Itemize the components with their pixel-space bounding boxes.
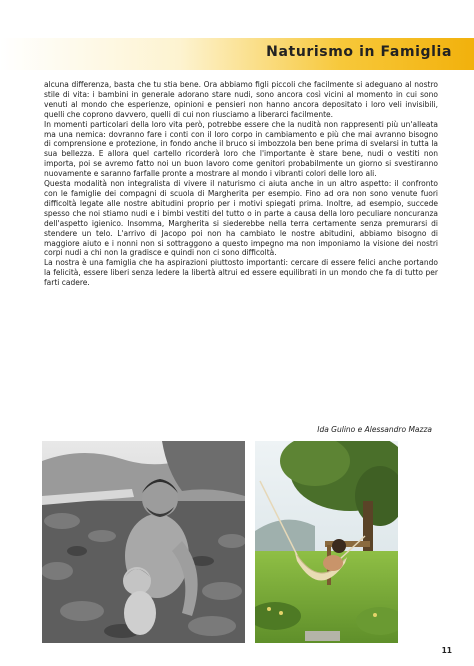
- article-body: [44, 80, 438, 288]
- article-paragraph: In momenti particolari della loro vita però, potrebbe essere che la nudità non rappresenti più un'alleata ma una nemica: dovranno fare i conti con il loro corpo in cambiamento e più che mai avranno bisogno di comprensione e protezione, in fondo anche il bruco si imbozzola ben bene prima di svelarsi in tutta la sua bellezza. E allora quel cartello ricorderà loro che l'importante è stare bene, nudi o vestiti non importa, poi se avremo fatto noi un buon lavoro come genitori probabilmente un giorno si svestiranno nuovamente e saranno farfalle pronte a mostrare al mondo i vibranti colori delle loro ali.: [44, 119, 438, 179]
- photo-father-child-beach-illustration: [42, 441, 245, 643]
- section-title: Naturismo in Famiglia: [266, 44, 452, 60]
- author-signature: Ida Gulino e Alessandro Mazza: [317, 425, 432, 434]
- page-number: 11: [441, 646, 452, 655]
- photo-hammock-garden-icon: [255, 441, 398, 643]
- article-paragraph: Questa modalità non integralista di vivere il naturismo ci aiuta anche in un altro aspetto: il confronto con le famiglie dei compagni di scuola di Margherita per esempio. Fino ad ora non sono venute fuori difficoltà legate alle nostre abitudini proprio per i motivi spiegati prima. Inoltre, ad esempio, succede spesso che noi stiamo nudi e i bimbi vestiti del tutto o in parte a causa della loro peculiare noncuranza dell'aspetto igienico. Insomma, Margherita si siederebbe nella terra certamente senza premurarsi di stendere un telo. L'arrivo di Jacopo poi non ha cambiato le nostre abitudini, abbiamo bisogno di maggiore aiuto e i nonni non si sottraggono a questo impegno ma non imponiamo la visione dei nostri corpi nudi a chi non la gradisce e quindi non ci sono difficoltà.: [44, 179, 438, 258]
- photo-hammock-garden-illustration: [255, 441, 398, 643]
- article-paragraph: La nostra è una famiglia che ha aspirazioni piuttosto importanti: cercare di essere felici anche portando la felicità, essere liberi senza ledere la libertà altrui ed essere equilibrati in un mondo che fa di tutto per farti cadere.: [44, 258, 438, 288]
- photo-father-child-beach-icon: [42, 441, 245, 643]
- article-paragraph: alcuna differenza, basta che tu stia bene. Ora abbiamo figli piccoli che facilmente si adeguano al nostro stile di vita: i bambini in generale adorano stare nudi, sono ancora così vicini al momento in cui sono venuti al mondo che esperienze, opinioni e pensieri non hanno ancora depositato i loro veli invisibili, quelli che coprono davvero, quelli di cui non riusciamo a liberarci facilmente.: [44, 80, 438, 119]
